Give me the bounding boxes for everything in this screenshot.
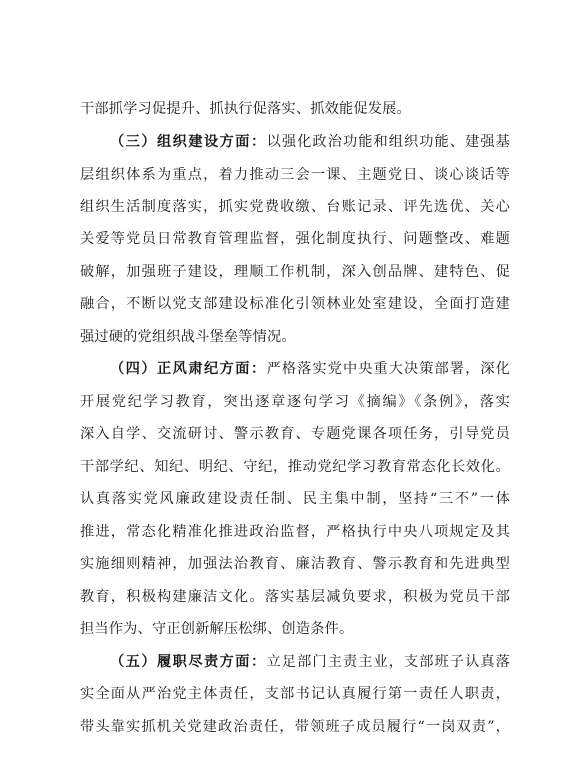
text-line: 层组织体系为重点，着力推动三会一课、主题党日、谈心谈话等 (80, 167, 510, 183)
text-line: 开展党纪学习教育，突出逐章逐句学习《摘编》《条例》，落实 (80, 394, 510, 410)
text-line: 深入自学、交流研讨、警示教育、专题党课各项任务，引导党员 (80, 426, 510, 442)
text-span: 严格落实党中央重大决策部署，深化 (266, 361, 510, 377)
section-heading-organization: （三）组织建设方面： (110, 134, 267, 150)
text-line: 推进，常态化精准化推进政治监督，严格执行中央八项规定及其 (80, 524, 510, 540)
text-line: 干部抓学习促提升、抓执行促落实、抓效能促发展。 (80, 101, 411, 117)
text-line: 融合，不断以党支部建设标准化引领林业处室建设，全面打造建 (80, 296, 510, 312)
text-line: 教育，积极构建廉洁文化。落实基层减负要求，积极为党员干部 (80, 589, 510, 605)
text-line: 担当作为、守正创新解压松绑、创造条件。 (80, 621, 354, 637)
text-line: 组织生活制度落实，抓实党费收缴、台账记录、评先选优、关心 (80, 199, 510, 215)
text-line: 带头靠实抓机关党建政治责任，带领班子成员履行“一岗双责”， (80, 719, 510, 735)
paragraph-first-line (110, 358, 510, 380)
text-span: 以强化政治功能和组织功能、建强基 (266, 134, 510, 150)
text-line: 关爱等党员日常教育管理监督，强化制度执行、问题整改、难题 (80, 231, 510, 247)
paragraph-first-line (110, 651, 510, 673)
text-span: 立足部门主责主业，支部班子认真落 (266, 654, 510, 670)
section-heading-discipline: （四）正风肃纪方面： (110, 361, 267, 377)
text-line: 实全面从严治党主体责任，支部书记认真履行第一责任人职责， (80, 686, 510, 702)
text-line: 干部学纪、知纪、明纪、守纪，推动党纪学习教育常态化长效化。 (80, 459, 510, 475)
text-line: 认真落实党风廉政建设责任制、民主集中制，坚持“三不”一体 (80, 491, 510, 507)
text-line: 实施细则精神，加强法治教育、廉洁教育、警示教育和先进典型 (80, 556, 510, 572)
paragraph-first-line (110, 131, 510, 153)
text-line: 强过硬的党组织战斗堡垒等情况。 (80, 329, 296, 345)
text-line: 破解，加强班子建设，理顺工作机制，深入创品牌、建特色、促 (80, 264, 510, 280)
section-heading-duty: （五）履职尽责方面： (110, 654, 267, 670)
